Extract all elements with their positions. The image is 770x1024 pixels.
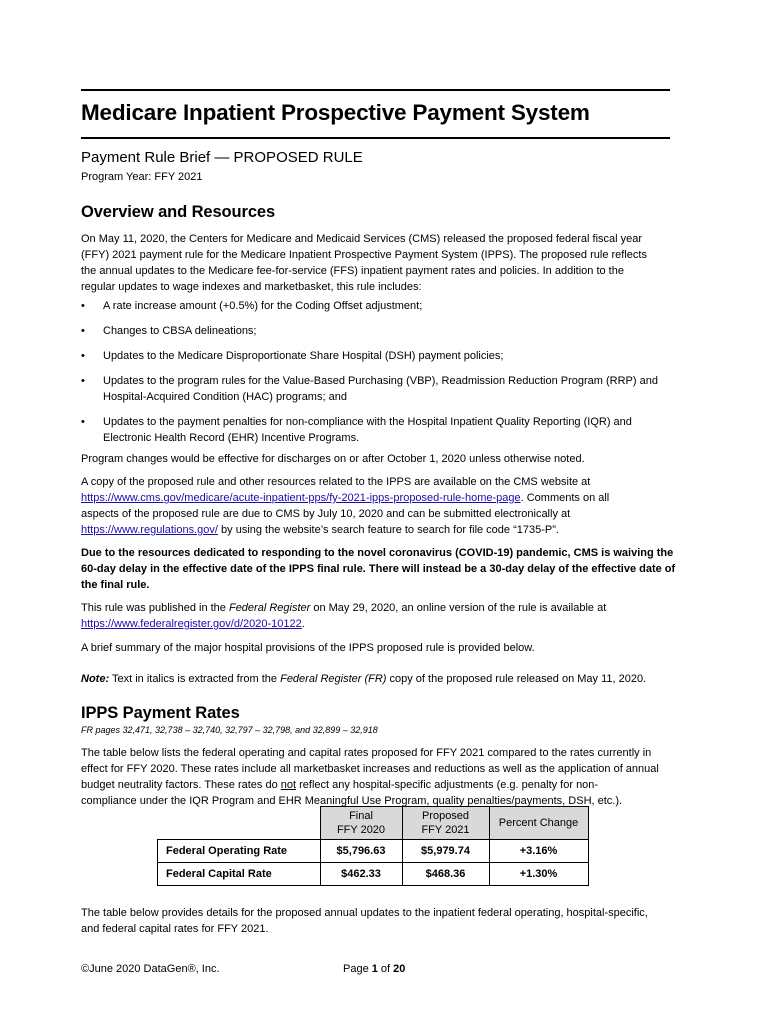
published-paragraph: This rule was published in the Federal Register on May 29, 2020, an online version of the rule is available at https://www.federalregister.gov/d/2020-10122. xyxy=(81,602,607,630)
note-label: Note: xyxy=(81,673,110,685)
details-line: and federal capital rates for FFY 2021. xyxy=(81,923,269,935)
bullet-icon: • xyxy=(81,375,85,387)
header-bottom-rule xyxy=(81,137,670,139)
copy-of-rule-paragraph xyxy=(81,474,689,538)
covid-line: the final rule. xyxy=(81,579,150,591)
overview-heading: Overview and Resources xyxy=(81,203,276,221)
overview-intro-line: On May 11, 2020, the Centers for Medicare and Medicaid Services (CMS) released the proposed federal fiscal year xyxy=(81,233,643,245)
not-emphasis: not xyxy=(280,779,297,791)
rates-intro-line: effect for FFY 2020. These rates include all marketbasket increases and reductions as well as the application of annual xyxy=(81,763,659,775)
copy-line xyxy=(81,490,689,506)
table-row xyxy=(158,840,589,863)
fr-pages-reference: FR pages 32,471, 32,738 – 32,740, 32,797 – 32,798, and 32,899 – 32,918 xyxy=(81,725,378,735)
overview-intro-line: (FFY) 2021 payment rule for the Medicare Inpatient Prospective Payment System (IPPS). The proposed rule reflects xyxy=(81,249,647,261)
copy-line-tail: . Comments on all xyxy=(520,492,610,504)
note-paragraph: Note: Text in italics is extracted from the Federal Register (FR) copy of the proposed rule released on May 11, 2020. xyxy=(81,673,647,685)
rates-intro-line: compliance under the IQR Program and EHR Meaningful Use Program, quality penalties/payments, DSH, etc.). xyxy=(81,795,623,807)
effective-date-text: Program changes would be effective for discharges on or after October 1, 2020 unless otherwise noted. xyxy=(81,453,585,465)
bullet-icon: • xyxy=(81,325,85,337)
bullet-icon: • xyxy=(81,350,85,362)
col-header-final: Final FFY 2020 xyxy=(320,807,402,840)
list-item-text: Updates to the Medicare Disproportionate Share Hospital (DSH) payment policies; xyxy=(103,350,504,362)
overview-intro-line: the annual updates to the Medicare fee-for-service (FFS) inpatient payment rates and policies. In addition to the xyxy=(81,265,624,277)
document-subtitle: Payment Rule Brief — PROPOSED RULE xyxy=(81,149,363,166)
table-row xyxy=(158,863,589,886)
details-paragraph xyxy=(81,905,689,937)
list-item xyxy=(81,373,689,405)
list-item-text: A rate increase amount (+0.5%) for the Coding Offset adjustment; xyxy=(103,300,423,312)
regulations-gov-link[interactable]: https://www.regulations.gov/ xyxy=(81,524,218,536)
bullet-icon: • xyxy=(81,416,85,428)
percent-change-cell: +3.16% xyxy=(489,840,588,863)
bullet-icon: • xyxy=(81,300,85,312)
row-label: Federal Capital Rate xyxy=(158,863,321,886)
federal-register-fr: Federal Register (FR) xyxy=(280,673,387,685)
list-item-text: Changes to CBSA delineations; xyxy=(103,325,257,337)
copy-line xyxy=(81,522,689,538)
footer-page-number: Page 1 of 20 xyxy=(343,963,406,975)
total-pages: 20 xyxy=(393,963,406,975)
list-item xyxy=(81,323,689,339)
summary-text: A brief summary of the major hospital provisions of the IPPS proposed rule is provided below. xyxy=(81,642,535,654)
col-header-proposed: Proposed FFY 2021 xyxy=(402,807,489,840)
list-item-text: Updates to the payment penalties for non-compliance with the Hospital Inpatient Quality Reporting (IQR) and xyxy=(103,416,632,428)
details-line: The table below provides details for the proposed annual updates to the inpatient federal operating, hospital-specific, xyxy=(81,907,648,919)
copy-line-tail: by using the website’s search feature to search for file code “1735-P”. xyxy=(217,524,559,536)
list-item-text: Hospital-Acquired Condition (HAC) programs; and xyxy=(103,391,347,403)
payment-rates-table xyxy=(157,806,589,886)
table-header-empty xyxy=(158,807,321,840)
copy-line: aspects of the proposed rule are due to CMS by July 10, 2020 and can be submitted electronically at xyxy=(81,508,571,520)
final-rate-cell: $5,796.63 xyxy=(320,840,402,863)
footer-copyright: ©June 2020 DataGen®, Inc. xyxy=(81,963,220,975)
percent-change-cell: +1.30% xyxy=(489,863,588,886)
proposed-rate-cell: $468.36 xyxy=(402,863,489,886)
header-top-rule xyxy=(81,89,670,91)
rates-intro-paragraph xyxy=(81,745,689,809)
rule-includes-list xyxy=(81,298,689,455)
overview-intro-line: regular updates to wage indexes and marketbasket, this rule includes: xyxy=(81,281,422,293)
row-label: Federal Operating Rate xyxy=(158,840,321,863)
covid-line: Due to the resources dedicated to responding to the novel coronavirus (COVID-19) pandemic, CMS is waiving the xyxy=(81,547,674,559)
list-item-text: Updates to the program rules for the Value-Based Purchasing (VBP), Readmission Reduction Program (RRP) and xyxy=(103,375,658,387)
proposed-rate-cell: $5,979.74 xyxy=(402,840,489,863)
list-item-text: Electronic Health Record (EHR) Incentive Programs. xyxy=(103,432,360,444)
list-item xyxy=(81,298,689,314)
federal-register-link[interactable]: https://www.federalregister.gov/d/2020-10122 xyxy=(81,618,302,630)
table-header-row xyxy=(158,807,589,840)
covid-line: 60-day delay in the effective date of the IPPS final rule. There will instead be a 30-day delay of the effective date of xyxy=(81,563,676,575)
program-year: Program Year: FFY 2021 xyxy=(81,171,203,183)
final-rate-cell: $462.33 xyxy=(320,863,402,886)
col-header-percent-change: Percent Change xyxy=(489,807,588,840)
cms-website-link[interactable]: https://www.cms.gov/medicare/acute-inpatient-pps/fy-2021-ipps-proposed-rule-home-page xyxy=(81,492,521,504)
rates-intro-line: budget neutrality factors. These rates do not reflect any hospital-specific adjustments (e.g. penalty for non- xyxy=(81,779,599,791)
copy-line: A copy of the proposed rule and other resources related to the IPPS are available on the CMS website at xyxy=(81,476,591,488)
covid-notice xyxy=(81,545,689,593)
federal-register-name: Federal Register xyxy=(228,602,311,614)
document-title: Medicare Inpatient Prospective Payment System xyxy=(81,100,590,125)
overview-intro xyxy=(81,231,689,295)
current-page: 1 xyxy=(371,963,378,975)
ipps-payment-rates-heading: IPPS Payment Rates xyxy=(81,704,240,722)
list-item xyxy=(81,348,689,364)
rates-intro-line: The table below lists the federal operating and capital rates proposed for FFY 2021 compared to the rates currently in xyxy=(81,747,652,759)
list-item xyxy=(81,414,689,446)
